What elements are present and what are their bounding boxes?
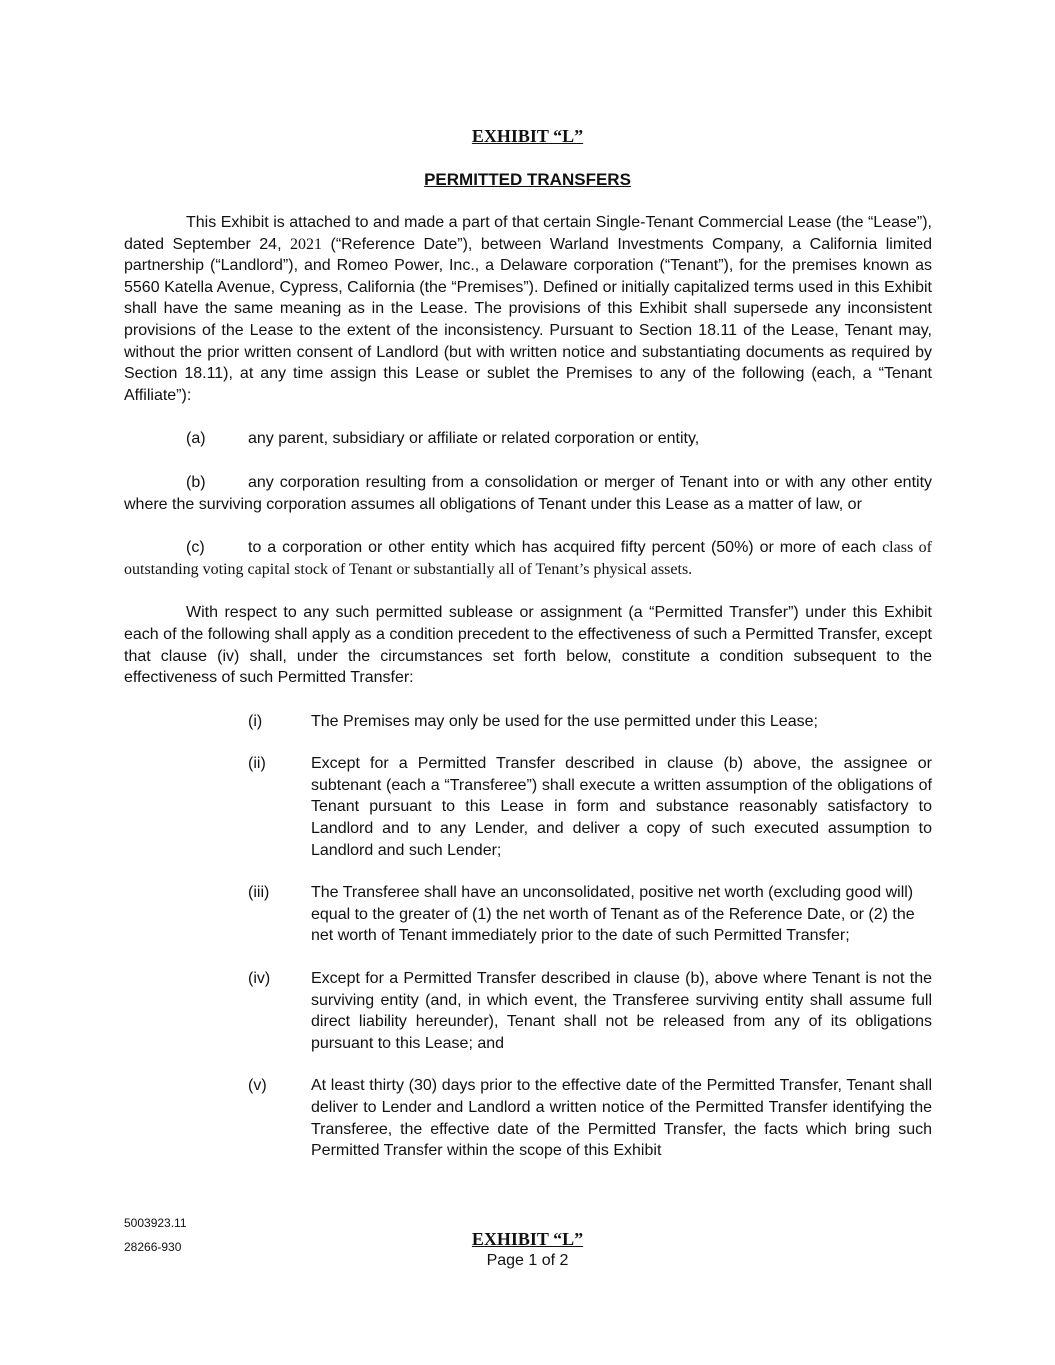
condition-iv bbox=[248, 968, 932, 1054]
document-body bbox=[124, 212, 932, 1183]
footer-matter-number: 28266-930 bbox=[124, 1240, 182, 1254]
intro-text-2: (“Reference Date”), between Warland Investments Company, a California limited partnership (“Landlord”), and Romeo Power, Inc., a Delaware corporation (“Tenant”), for the premises known as 5560 Katella Avenue, Cypress, California (the “Premises”). Defined or initially capitalized terms used in this Exhibit shall have the same meaning as in the Lease. The provisions of this Exhibit shall supersede any inconsistent provisions of the Lease to the extent of the inconsistency. Pursuant to Section 18.11 of the Lease, Tenant may, without the prior written consent of Landlord (but with written notice and substantiating documents as required by Section 18.11), at any time assign this Lease or sublet the Premises to any of the following (each, a “Tenant Affiliate”): bbox=[124, 235, 932, 404]
exhibit-title: EXHIBIT “L” bbox=[471, 126, 584, 146]
affiliate-b-rest: entity where the surviving corporation assumes all obligations of Tenant under this Lease as a matter of law, or bbox=[124, 473, 933, 513]
condition-ii bbox=[248, 753, 932, 861]
footer-page-number: Page 1 of 2 bbox=[486, 1252, 569, 1269]
condition-i-text: The Premises may only be used for the use permitted under this Lease; bbox=[311, 712, 818, 730]
footer-center bbox=[0, 1228, 1055, 1272]
condition-i bbox=[248, 711, 932, 733]
affiliate-c-first: to a corporation or other entity which has acquired fifty percent (50%) or more of each bbox=[248, 539, 877, 557]
condition-iv-label: (iv) bbox=[248, 970, 271, 988]
condition-v-label: (v) bbox=[248, 1077, 267, 1095]
intro-text-1: This Exhibit is attached to and made a part of that certain Single-Tenant Commercial Lease (the “Lease”), dated September 24, bbox=[124, 214, 932, 253]
affiliate-c-rest: class of outstanding voting capital stock of Tenant or substantially all of Tenant’s physical assets. bbox=[124, 539, 933, 578]
condition-i-label: (i) bbox=[248, 712, 263, 730]
intro-paragraph bbox=[124, 212, 932, 406]
condition-v-text: At least thirty (30) days prior to the effective date of the Permitted Transfer, Tenant shall deliver to Lender and Landlord a written notice of the Permitted Transfer identifying the Transferee, the effective date of the Permitted Transfer, the facts which bring such Permitted Transfer within the scope of this Exhibit bbox=[311, 1077, 932, 1160]
affiliate-a-label: (a) bbox=[186, 430, 206, 448]
affiliate-b-first: any corporation resulting from a consolidation or merger of Tenant into or with any other bbox=[248, 473, 888, 491]
footer-title: EXHIBIT “L” bbox=[471, 1229, 584, 1249]
condition-ii-label: (ii) bbox=[248, 755, 266, 773]
condition-v bbox=[248, 1075, 932, 1161]
affiliate-a-text: any parent, subsidiary or affiliate or related corporation or entity, bbox=[248, 430, 700, 448]
condition-ii-text: Except for a Permitted Transfer described in clause (b) above, the assignee or subtenant (each a “Transferee”) shall execute a written assumption of the obligations of Tenant pursuant to this Lease in form and substance reasonably satisfactory to Landlord and to any Lender, and deliver a copy of such executed assumption to Landlord and such Lender; bbox=[311, 755, 932, 859]
affiliate-item-c bbox=[124, 537, 932, 580]
condition-iii-text: The Transferee shall have an unconsolidated, positive net worth (excluding good will) equal to the greater of (1) the net worth of Tenant as of the Reference Date, or (2) the net worth of Tenant immediately prior to the date of such Permitted Transfer; bbox=[311, 884, 915, 945]
exhibit-subtitle: PERMITTED TRANSFERS bbox=[424, 170, 631, 189]
condition-iii bbox=[248, 882, 932, 947]
condition-iii-label: (iii) bbox=[248, 884, 270, 902]
affiliate-c-label: (c) bbox=[186, 539, 205, 557]
condition-iv-text: Except for a Permitted Transfer described in clause (b), above where Tenant is not the surviving entity (and, in which event, the Transferee surviving entity shall assume full direct liability hereunder), Tenant shall not be released from any of its obligations pursuant to this Lease; and bbox=[311, 970, 932, 1052]
affiliate-item-a bbox=[124, 428, 932, 450]
affiliate-b-label: (b) bbox=[186, 473, 206, 491]
intro-year: 2021 bbox=[290, 235, 323, 253]
footer-doc-number: 5003923.11 bbox=[124, 1216, 187, 1230]
permitted-transfer-paragraph: With respect to any such permitted sublease or assignment (a “Permitted Transfer”) under this Exhibit each of the following shall apply as a condition precedent to the effectiveness of such a Permitted Transfer, except that clause (iv) shall, under the circumstances set forth below, constitute a condition subsequent to the effectiveness of such Permitted Transfer: bbox=[124, 604, 932, 687]
affiliate-item-b bbox=[124, 472, 932, 515]
